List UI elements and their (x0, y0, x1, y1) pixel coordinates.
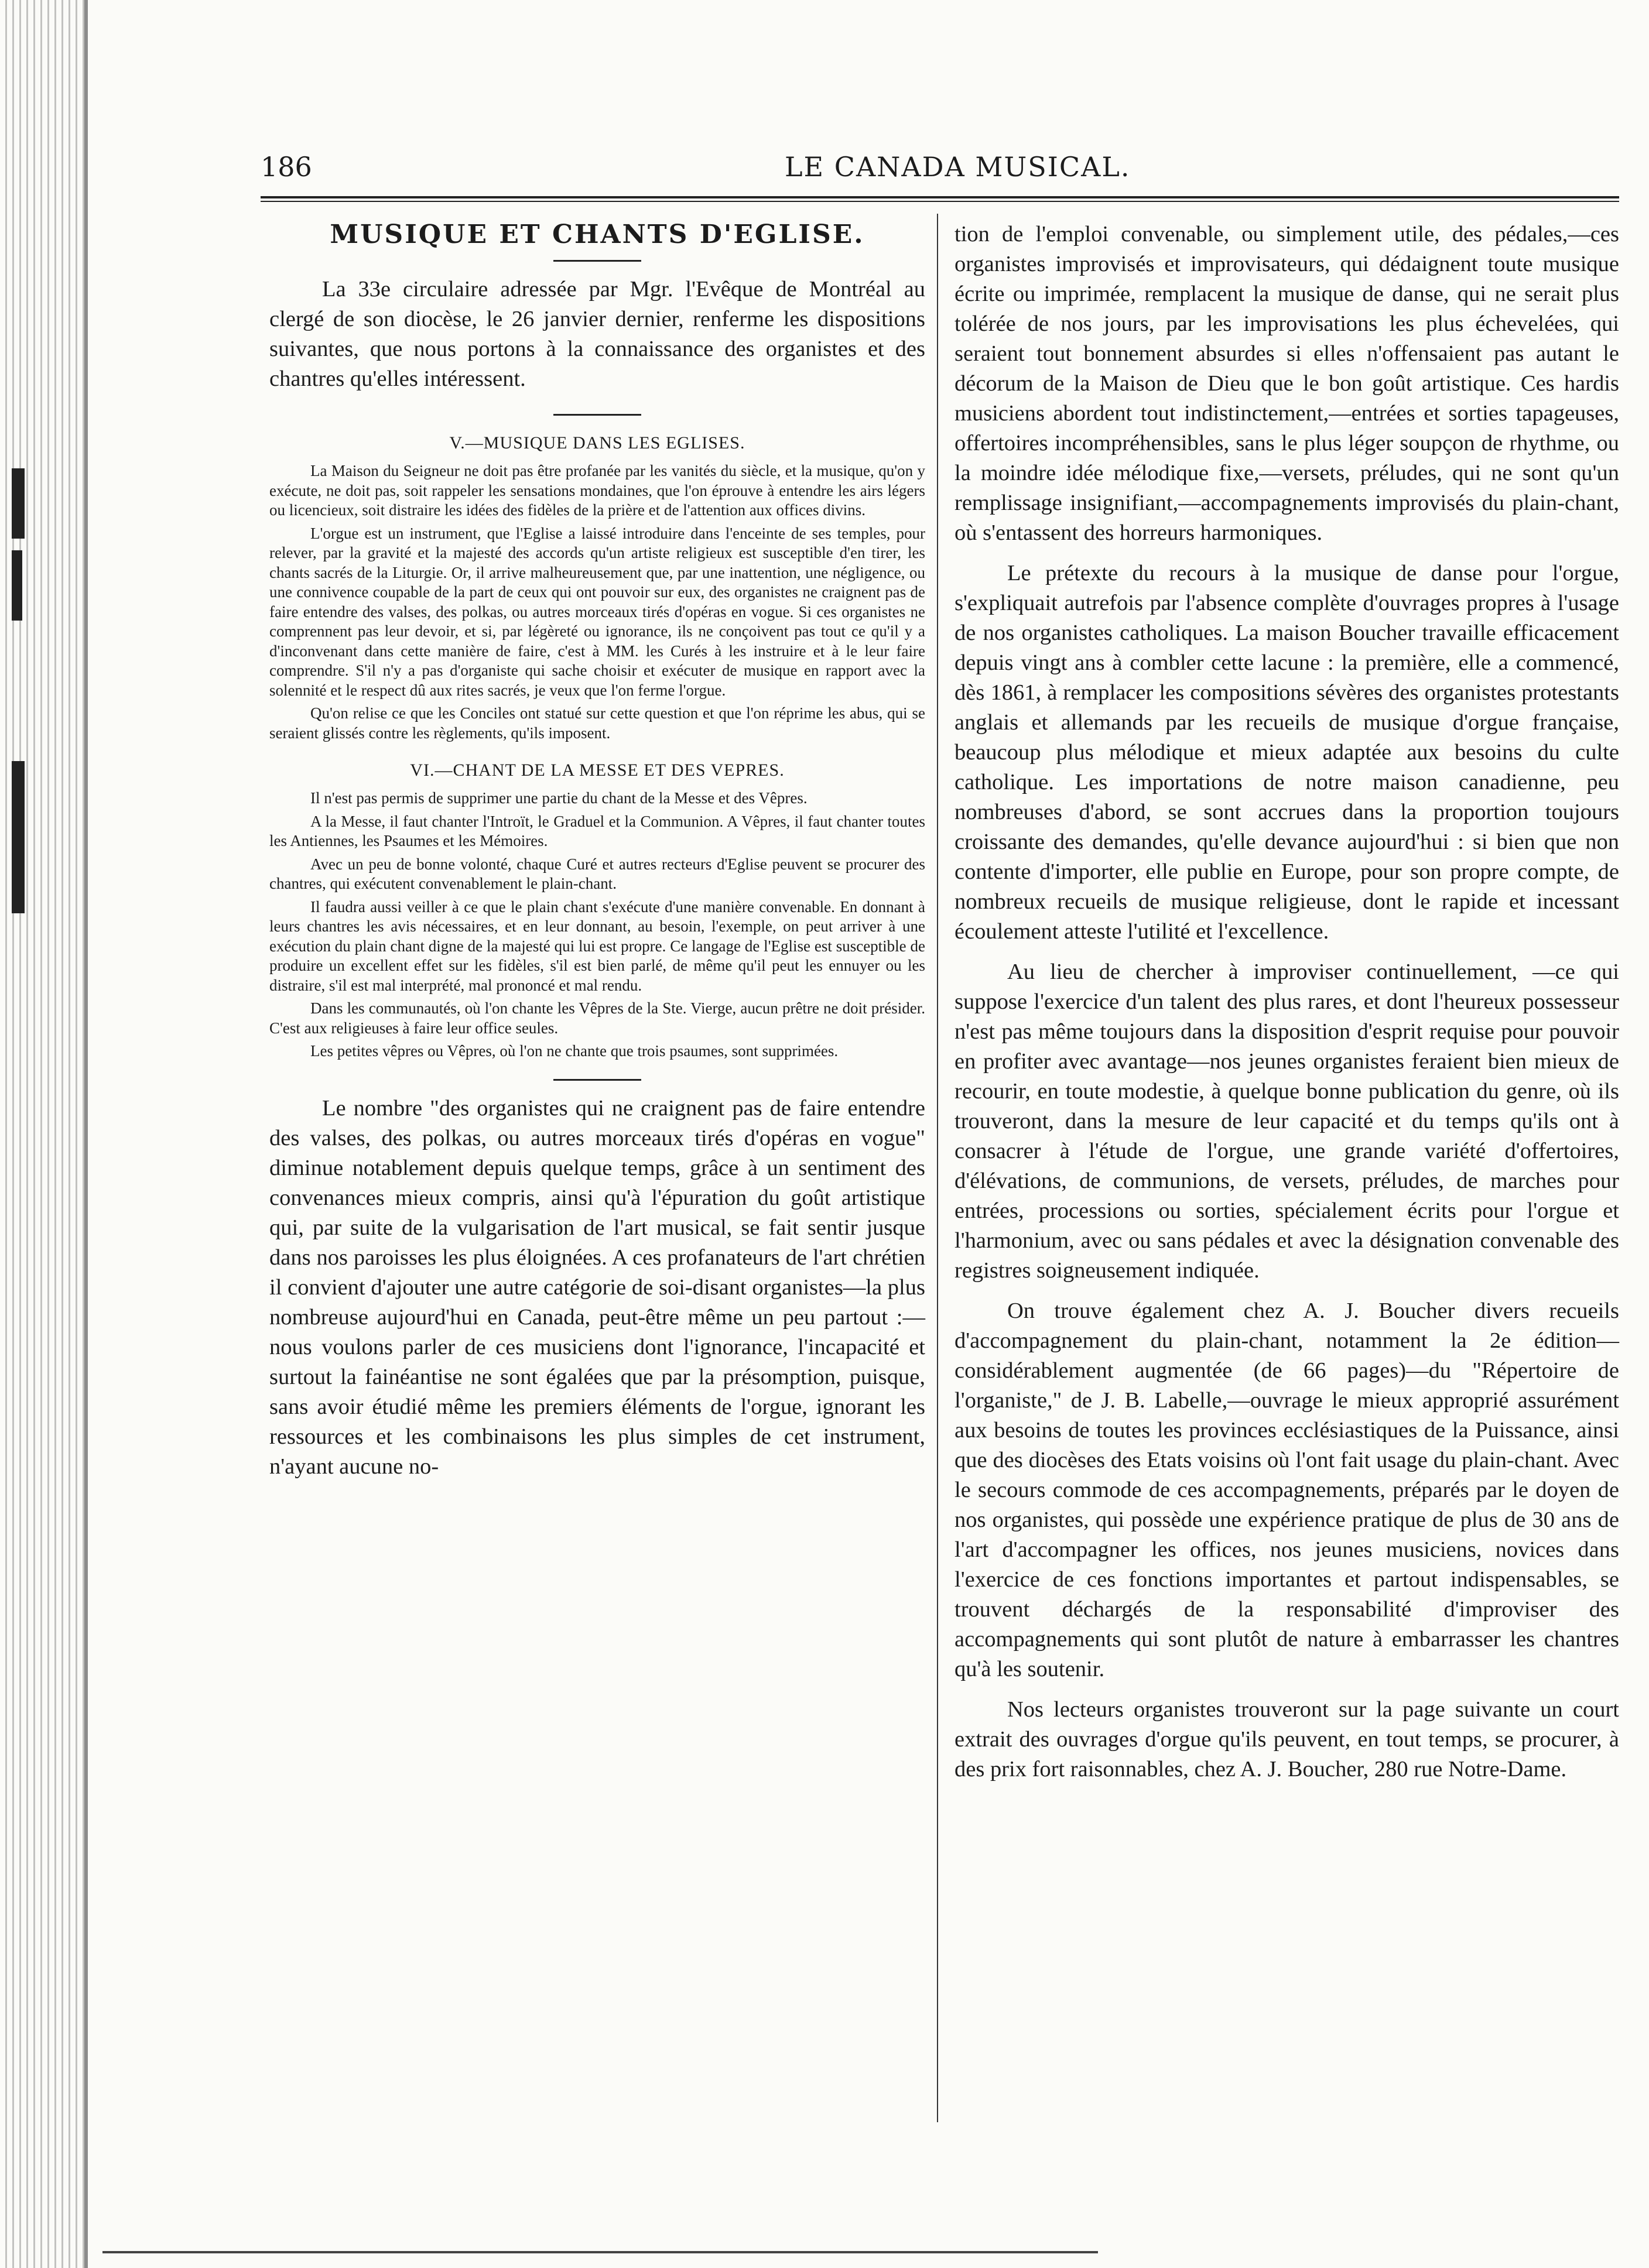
article-title: MUSIQUE ET CHANTS D'EGLISE. (330, 220, 865, 249)
column-divider (937, 214, 938, 2122)
intro-paragraph: La 33e circulaire adressée par Mgr. l'Evêque de Montréal au clergé de son diocèse, le 26 janvier dernier, renferme les dispositions suivantes, que nous portons à la connaissance des organistes et des chantres qu'elles intéressent. (269, 277, 925, 391)
section-v-paragraph: Qu'on relise ce que les Conciles ont statué sur cette question et que l'on réprime les abus, qui se seraient glissés contre les règlements, qu'ils imposent. (269, 704, 925, 742)
left-column (269, 220, 925, 1482)
section-vi-paragraph: Avec un peu de bonne volonté, chaque Curé et autres recteurs d'Eglise peuvent se procurer des chantres, qui exécutent convenablement le plain-chant. (269, 855, 925, 892)
scan-bottom-edge (102, 2251, 1098, 2253)
section-v-paragraph: La Maison du Seigneur ne doit pas être profanée par les vanités du siècle, et la musique, qu'on y exécute, ne doit pas, soit rappeler les sensations mondaines, que l'on éprouve à entendre les airs légers ou licencieux, soit distraire les idées des fidèles de la prière et de l'attention aux offices divins. (269, 462, 925, 519)
right-column (954, 220, 1619, 1795)
commentary-paragraph: Nos lecteurs organistes trouveront sur la page suivante un court extrait des ouvrages d'orgue qu'ils peuvent, en tout temps, se procurer, à des prix fort raisonnables, chez A. J. Boucher, 280 rue Notre-Dame. (954, 1697, 1619, 1781)
section-vi-paragraph: Dans les communautés, où l'on chante les Vêpres de la Ste. Vierge, aucun prêtre ne doit présider. C'est aux religieuses à faire leur office seules. (269, 999, 925, 1037)
section-vi-paragraph: Il faudra aussi veiller à ce que le plain chant s'exécute d'une manière convenable. En donnant à leurs chantres les avis nécessaires, et en leur donnant, au besoin, l'exemple, on peut arriver à une exécution du plain chant digne de la majesté qui lui est propre. Ce langage de l'Eglise est susceptible de produire un excellent effet sur les fidèles, s'il est bien parlé, de même qu'il peut les ennuyer ou les distraire, s'il est mal interprété, mal prononcé et mal rendu. (269, 897, 925, 994)
section-vi-paragraph: Il n'est pas permis de supprimer une partie du chant de la Messe et des Vêpres. (310, 789, 808, 807)
page-number: 186 (261, 151, 312, 183)
section-vi-paragraph: A la Messe, il faut chanter l'Introït, le Graduel et la Communion. A Vêpres, il faut chanter toutes les Antiennes, les Psaumes et les Mémoires. (269, 812, 925, 849)
scan-artifact (12, 550, 22, 621)
header-rule (261, 196, 1619, 202)
commentary-paragraph: Le nombre "des organistes qui ne craignent pas de faire entendre des valses, des polkas, ou autres morceaux tirés d'opéras en vogue" diminue notablement depuis quelque temps, grâce à un sentiment des convenances mieux compris, ainsi qu'à l'épuration du goût artistique qui, par suite de la vulgarisation de l'art musical, se fait sentir jusque dans nos paroisses les plus éloignées. A ces profanateurs de l'art chrétien il convient d'ajouter une autre catégorie de soi-disant organistes—la plus nombreuse aujourd'hui en Canada, peut-être même un peu partout :—nous voulons parler de ces musiciens dont l'ignorance, l'incapacité et surtout la fainéantise ne sont égalées que par la présomption, puisque, sans avoir étudié même les premiers éléments de l'orgue, ignorant les ressources et les combinaisons les plus simples de cet instrument, n'ayant aucune no- (269, 1095, 925, 1479)
commentary-paragraph: Le prétexte du recours à la musique de danse pour l'orgue, s'expliquait autrefois par l'absence complète d'ouvrages propres à l'usage de nos organistes catholiques. La maison Boucher travaille efficacement depuis vingt ans à combler cette lacune : la première, elle a commencé, dès 1861, à remplacer les compositions sévères des organistes protestants anglais et allemands par les recueils de musique d'orgue française, beaucoup plus mélodique et mieux adaptée aux besoins du culte catholique. Les importations de notre maison canadienne, peu nombreuses d'abord, se sont accrues dans la proportion toujours croissante des demandes, qu'elle devance aujourd'hui : si bien que non contente d'importer, elle publie en Europe, pour son propre compte, de nombreux recueils de musique religieuse, dont le rapide et incessant écoulement atteste l'utilité et l'excellence. (954, 561, 1619, 944)
section-rule (553, 414, 641, 416)
commentary-paragraph: On trouve également chez A. J. Boucher divers recueils d'accompagnement du plain-chant, notamment la 2e édition—considérablement augmentée (de 66 pages)—du "Répertoire de l'organiste," de J. B. Labelle,—ouvrage le mieux approprié assurément aux besoins de toutes les provinces ecclésiastiques de la Puissance, ainsi que des diocèses des Etats voisins où l'ont fait usage du plain-chant. Avec le secours commode de ces accompagnements, préparés par le doyen de nos organistes, qui possède une expérience pratique de plus de 30 ans de l'art d'accompagner les offices, nos jeunes musiciens, novices dans l'exercice de ces fonctions importantes et partout indispensables, se trouvent déchargés de la responsabilité d'improviser des accompagnements qui sont plutôt de nature à embarrasser les chantres qu'à les soutenir. (954, 1299, 1619, 1681)
running-title: LE CANADA MUSICAL. (785, 151, 1131, 183)
commentary-paragraph: tion de l'emploi convenable, ou simplement utile, des pédales,—ces organistes improvisés et improvisateurs, qui dédaignent toute musique écrite ou imprimée, remplacent la musique de danse, qui ne serait plus tolérée de nos jours, par les improvisations les plus échevelées, qui seraient tout bonnement absurdes si elles n'offensaient pas autant le décorum de la Maison de Dieu que le bon goût artistique. Ces hardis musiciens abordent tout indistinctement,—entrées et sorties tapageuses, offertoires incompréhensibles, sans le plus léger soupçon de rhythme, ou la moindre idée mélodique fixe,—versets, préludes, qui ne sont qu'un remplissage insignifiant,—accompagnements improvisés du plain-chant, où s'entassent des horreurs harmoniques. (954, 222, 1619, 545)
commentary-paragraph: Au lieu de chercher à improviser continuellement, —ce qui suppose l'exercice d'un talent des plus rares, et dont l'heureux possesseur n'est pas même toujours dans la disposition d'esprit requise pour pouvoir en profiter avec avantage—nos jeunes organistes feraient bien mieux de recourir, en toute modestie, à quelque bonne publication du genre, où ils trouveront, dans la mesure de leur capacité et du temps qu'ils ont à consacrer à l'étude de l'orgue, une grande variété d'offertoires, d'élévations, de communions, de versets, préludes, de marches pour entrées, processions ou sorties, spécialement écrits pour l'orgue et l'harmonium, avec ou sans pédales et avec la désignation convenable des registres soigneusement indiquée. (954, 960, 1619, 1283)
section-rule (553, 1079, 641, 1081)
section-v-paragraph: L'orgue est un instrument, que l'Eglise a laissé introduire dans l'enceinte de ses temples, pour relever, par la gravité et la majesté des accords qu'un artiste religieux est susceptible d'en tirer, les chants sacrés de la Liturgie. Or, il arrive malheureusement que, par une inattention, une négligence, ou une connivence coupable de la part de ceux qui ont pouvoir sur eux, des organistes ne craignent pas de faire entendre des valses, des polkas, ou autres morceaux tirés d'opéras en vogue. Si ces organistes ne comprennent pas leur devoir, et si, par légèreté ou ignorance, ils ne conçoivent pas tout ce qu'il y a d'inconvenant dans cette manière de faire, c'est à MM. les Curés à les instruire et à le leur faire comprendre. S'il n'y a pas d'organiste qui sache choisir et exécuter de musique en rapport avec la solennité et le respect dû aux rites sacrés, je veux que l'on ferme l'orgue. (269, 524, 925, 699)
scan-artifact (12, 468, 25, 539)
section-vi-heading: VI.—CHANT DE LA MESSE ET DES VEPRES. (410, 760, 785, 780)
section-vi-paragraph: Les petites vêpres ou Vêpres, où l'on ne chante que trois psaumes, sont supprimées. (310, 1042, 839, 1060)
section-v-heading: V.—MUSIQUE DANS LES EGLISES. (449, 433, 745, 453)
scan-binding-edge (0, 0, 88, 2268)
scan-artifact (12, 761, 25, 913)
title-rule (553, 260, 641, 262)
